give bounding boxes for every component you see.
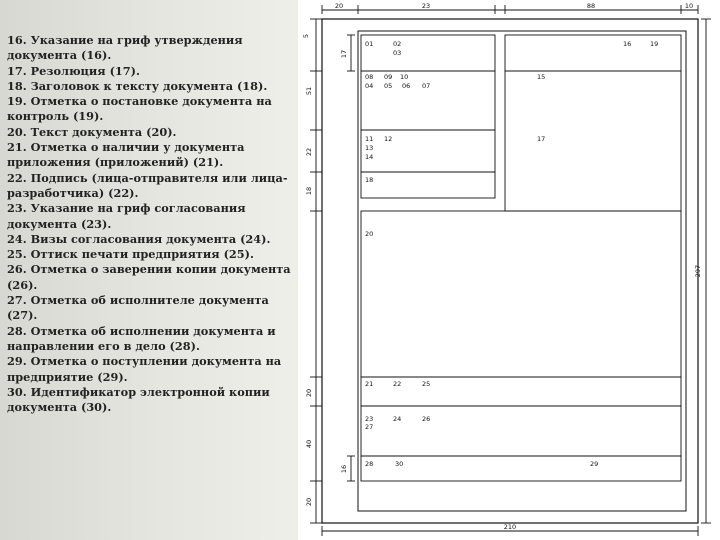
legend-line: 16. Указание на гриф утверждения <box>7 33 243 47</box>
field-label: 15 <box>537 73 546 81</box>
legend-line: 21. Отметка о наличии у документа <box>7 140 245 155</box>
field-label: 29 <box>590 460 599 468</box>
inner-frame <box>358 31 686 511</box>
block-requisites-01-03 <box>361 35 495 71</box>
field-label: 18 <box>365 176 374 184</box>
legend-line: 22. Подпись (лица-отправителя или лица- <box>7 170 288 185</box>
field-label: 10 <box>400 73 409 81</box>
dimension-label: 40 <box>305 439 313 449</box>
block-requisite-18 <box>361 172 495 198</box>
dimension-label: 5 <box>302 33 310 39</box>
field-label: 05 <box>384 82 393 90</box>
legend-line: 23. Указание на гриф согласования <box>7 201 246 216</box>
dimension-label: 23 <box>421 2 431 10</box>
legend-text <box>7 33 295 415</box>
legend-line: 27. Отметка об исполнителе документа (27). <box>7 293 269 323</box>
page-border <box>322 19 698 523</box>
legend-line: 18. Заголовок к тексту документа (18). <box>7 78 268 93</box>
field-label: 22 <box>393 380 402 388</box>
field-label: 26 <box>422 415 431 423</box>
legend-line: 30. Идентификатор электронной копии <box>7 384 270 399</box>
block-requisites-04-10 <box>361 71 495 130</box>
dimension-label: 17 <box>340 49 348 59</box>
field-label: 16 <box>623 40 632 48</box>
field-label: 12 <box>384 135 393 143</box>
legend-line: предприятие (29). <box>7 369 128 384</box>
dimension-label: 297 <box>694 264 702 278</box>
field-label: 14 <box>365 153 374 161</box>
field-label: 09 <box>384 73 393 81</box>
legend-line: 29. Отметка о поступлении документа на <box>7 354 282 369</box>
dimension-label: 20 <box>334 2 344 10</box>
field-label: 04 <box>365 82 374 90</box>
field-label: 03 <box>393 49 402 57</box>
document-layout-diagram <box>298 0 720 540</box>
legend-line: 17. Резолюция (17). <box>7 63 140 78</box>
field-label: 01 <box>365 40 374 48</box>
block-requisites-11-14 <box>361 130 495 172</box>
field-label: 27 <box>365 423 374 431</box>
dimension-label: 10 <box>684 2 694 10</box>
legend-line: 28. Отметка об исполнении документа и <box>7 323 276 338</box>
dimension-label: 16 <box>340 464 348 474</box>
legend-line: 26. Отметка о заверении копии документа <box>7 262 291 277</box>
legend-line: 19. Отметка о постановке документа на <box>7 94 272 109</box>
block-requisites-28-30 <box>361 456 681 481</box>
field-label: 02 <box>393 40 402 48</box>
field-label: 20 <box>365 230 374 238</box>
legend-line: направлении его в дело (28). <box>7 338 200 353</box>
field-label: 19 <box>650 40 659 48</box>
field-label: 08 <box>365 73 374 81</box>
field-label: 23 <box>365 415 374 423</box>
legend-line: 20. Текст документа (20). <box>7 124 177 139</box>
dimension-label: 210 <box>503 523 517 531</box>
legend-line: приложения (приложений) (21). <box>7 155 224 170</box>
field-label: 17 <box>537 135 546 143</box>
legend-panel <box>0 0 298 540</box>
document-scheme <box>298 0 720 540</box>
block-requisites-23-27 <box>361 406 681 456</box>
field-label: 11 <box>365 135 374 143</box>
legend-line: контроль (19). <box>7 109 104 124</box>
dimension-label: 18 <box>305 186 313 196</box>
dimension-label: 51 <box>305 86 313 96</box>
field-label: 24 <box>393 415 402 423</box>
block-requisites-21-25 <box>361 377 681 406</box>
dimension-label: 20 <box>305 497 313 507</box>
legend-line: 24. Визы согласования документа (24). <box>7 231 271 246</box>
block-text-20 <box>361 211 681 377</box>
legend-line: 25. Оттиск печати предприятия (25). <box>7 247 254 262</box>
legend-line: документа (30). <box>7 400 112 415</box>
field-label: 06 <box>402 82 411 90</box>
field-label: 30 <box>395 460 404 468</box>
field-label: 25 <box>422 380 431 388</box>
field-label: 07 <box>422 82 431 90</box>
dimension-label: 88 <box>586 2 596 10</box>
field-label: 21 <box>365 380 374 388</box>
legend-line: документа (23). <box>7 216 112 231</box>
block-requisites-15-17 <box>505 71 681 211</box>
legend-line: (26). <box>7 277 38 292</box>
legend-line: документа (16). <box>7 48 112 63</box>
field-label: 13 <box>365 144 374 152</box>
dimension-label: 22 <box>305 147 313 157</box>
field-label: 28 <box>365 460 374 468</box>
legend-line: разработчика) (22). <box>7 185 139 200</box>
dimension-label: 20 <box>305 388 313 398</box>
